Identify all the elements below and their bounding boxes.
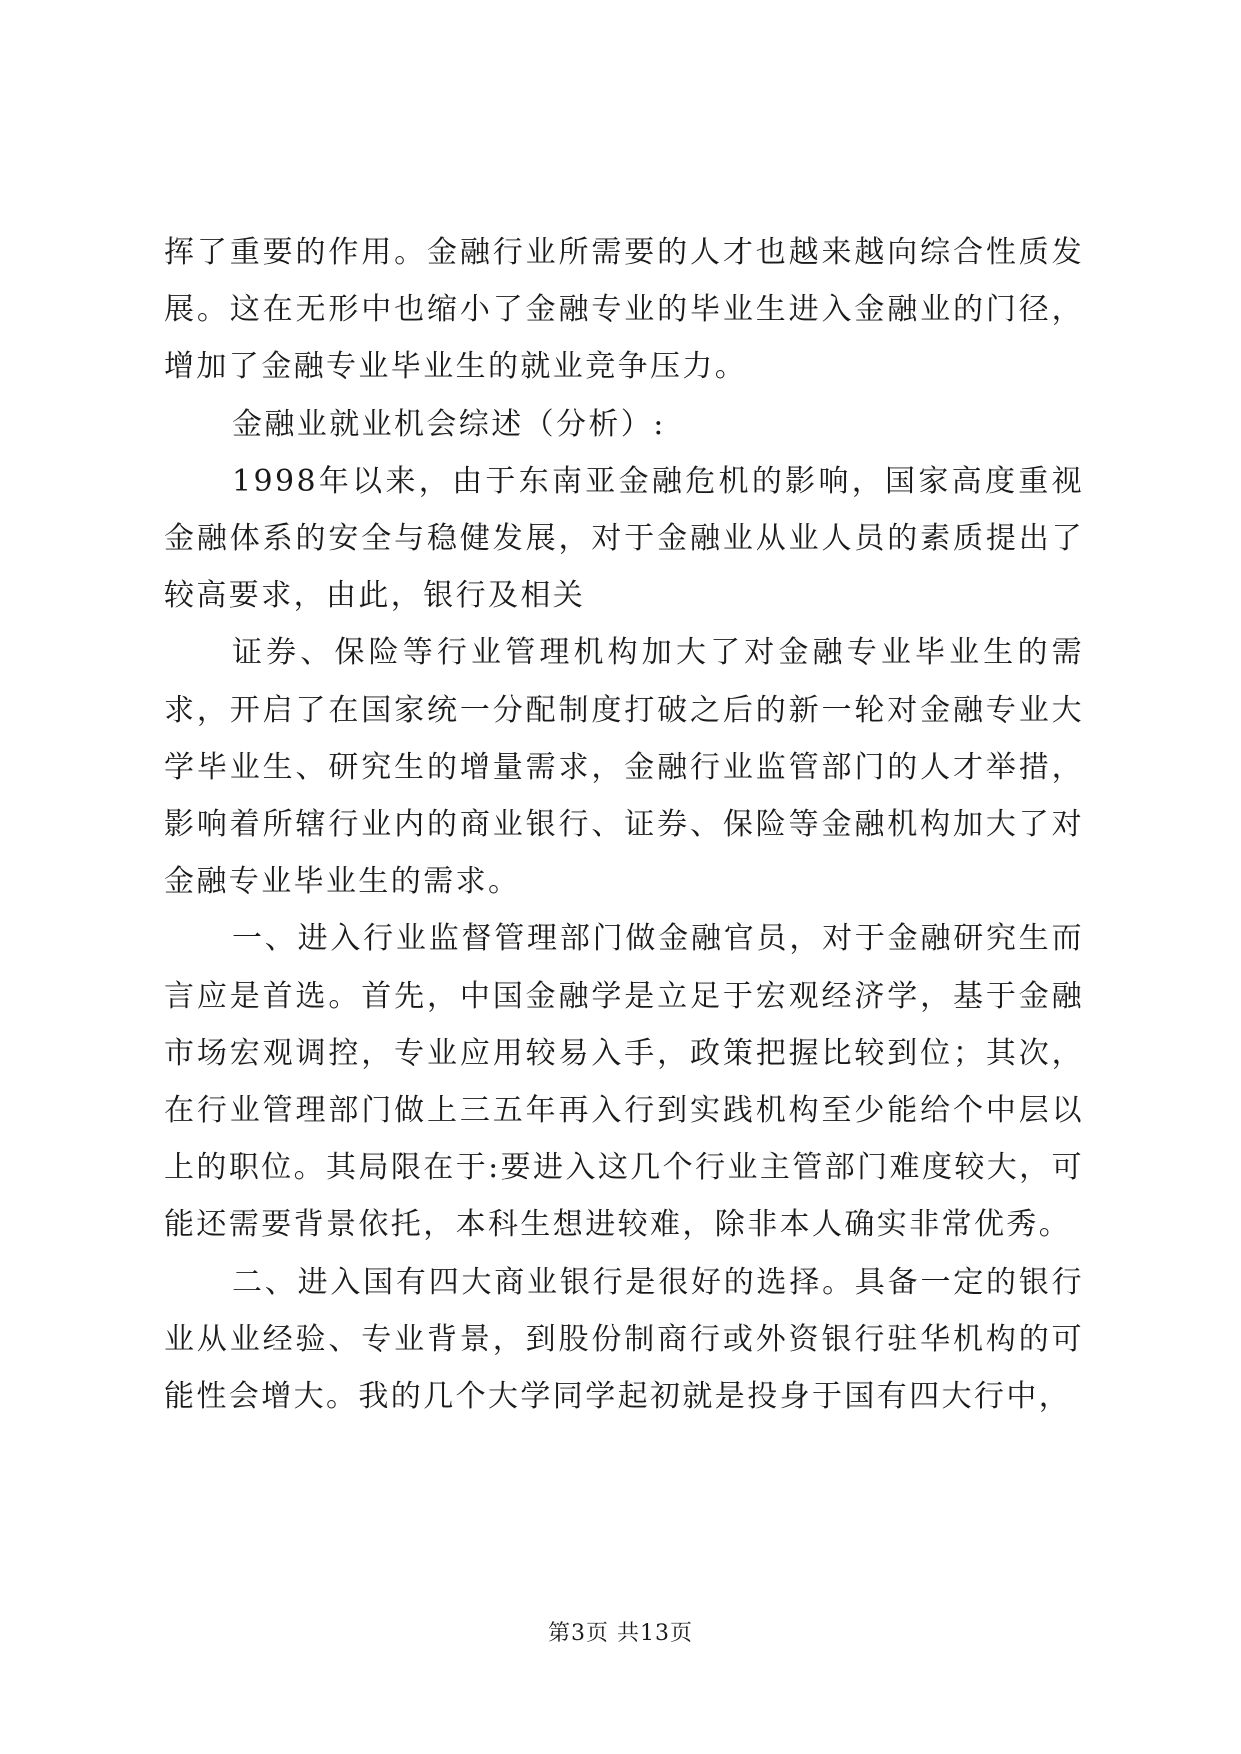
paragraph-option-two: 二、进入国有四大商业银行是很好的选择。具备一定的银行业从业经验、专业背景，到股份制商行或外资银行驻华机构的可能性会增大。我的几个大学同学起初就是投身于国有四大行中， bbox=[164, 1264, 1084, 1415]
paragraph-option-one: 一、进入行业监督管理部门做金融官员，对于金融研究生而言应是首选。首先，中国金融学是立足于宏观经济学，基于金融市场宏观调控，专业应用较易入手，政策把握比较到位；其次，在行业管理部门做上三五年再入行到实践机构至少能给个中层以上的职位。其局限在于:要进入这几个行业主管部门难度较大，可能还需要背景依托，本科生想进较难，除非本人确实非常优秀。 bbox=[164, 921, 1084, 1243]
document-body bbox=[164, 224, 1084, 1425]
paragraph-section-heading: 金融业就业机会综述（分析）: bbox=[232, 406, 666, 442]
paragraph-continuation: 挥了重要的作用。金融行业所需要的人才也越来越向综合性质发展。这在无形中也缩小了金融专业的毕业生进入金融业的门径，增加了金融专业毕业生的就业竞争压力。 bbox=[164, 235, 1084, 385]
paragraph-1998: 1998年以来，由于东南亚金融危机的影响，国家高度重视金融体系的安全与稳健发展，对于金融业从业人员的素质提出了较高要求，由此，银行及相关 bbox=[164, 463, 1084, 614]
paragraph-securities-insurance: 证券、保险等行业管理机构加大了对金融专业毕业生的需求，开启了在国家统一分配制度打破之后的新一轮对金融专业大学毕业生、研究生的增量需求，金融行业监管部门的人才举措，影响着所辖行业内的商业银行、证券、保险等金融机构加大了对金融专业毕业生的需求。 bbox=[164, 635, 1084, 900]
page-number-footer: 第3页 共13页 bbox=[548, 1621, 693, 1646]
